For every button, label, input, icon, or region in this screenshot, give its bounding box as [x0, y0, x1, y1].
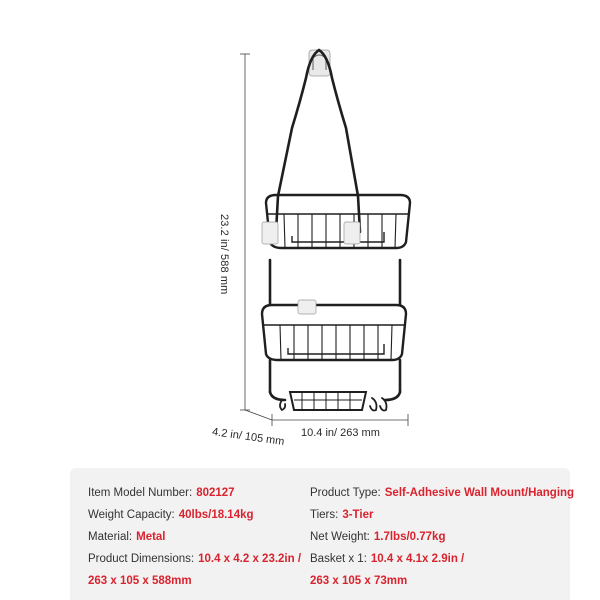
spec-value: Metal [136, 531, 166, 543]
width-dimension-label: 10.4 in/ 263 mm [301, 427, 380, 439]
spec-value: 10.4 x 4.1x 2.9in / [370, 553, 465, 565]
spec-label: Material: [88, 531, 133, 543]
spec-label: Product Dimensions: [88, 553, 195, 565]
top-basket [266, 195, 410, 248]
top-adhesive-pads [262, 222, 360, 244]
spec-row-model-number [88, 487, 301, 507]
spec-row-net-weight [310, 531, 574, 551]
spec-label: Net Weight: [310, 531, 370, 543]
spec-row-basket-mm [310, 575, 574, 595]
spec-label: Basket x 1: [310, 553, 367, 565]
spec-row-material [88, 531, 301, 551]
spec-column-left [88, 487, 301, 597]
spec-value: 1.7lbs/0.77kg [373, 531, 446, 543]
spec-label: Product Type: [310, 487, 381, 499]
spec-value: 10.4 x 4.2 x 23.2in / [198, 553, 302, 565]
spec-value: 802127 [196, 487, 235, 499]
spec-row-tiers [310, 509, 574, 529]
spec-label: Tiers: [310, 509, 339, 521]
spec-value: 3-Tier [342, 509, 374, 521]
spec-row-product-type [310, 487, 574, 507]
spec-panel [70, 468, 575, 600]
spec-row-product-dimensions [88, 553, 301, 573]
spec-value-continued: 263 x 105 x 588mm [88, 575, 192, 587]
spec-label: Weight Capacity: [88, 509, 175, 521]
spec-value: Self-Adhesive Wall Mount/Hanging [384, 487, 575, 499]
spec-label: Item Model Number: [88, 487, 193, 499]
middle-adhesive-pad [298, 300, 316, 314]
depth-dimension-label: 4.2 in/ 105 mm [211, 426, 286, 449]
spec-row-weight-capacity [88, 509, 301, 529]
spec-value: 40lbs/18.14kg [178, 509, 254, 521]
spec-value-continued: 263 x 105 x 73mm [310, 575, 408, 587]
height-dimension-label: 23.2 in/ 588 mm [218, 214, 230, 295]
spec-row-basket [310, 553, 574, 573]
spec-column-right [310, 487, 574, 597]
caddy-frame [270, 50, 400, 400]
spec-row-product-dimensions-mm [88, 575, 301, 595]
middle-basket [262, 305, 406, 360]
soap-dish [290, 392, 366, 410]
depth-dimension-line [245, 410, 272, 420]
